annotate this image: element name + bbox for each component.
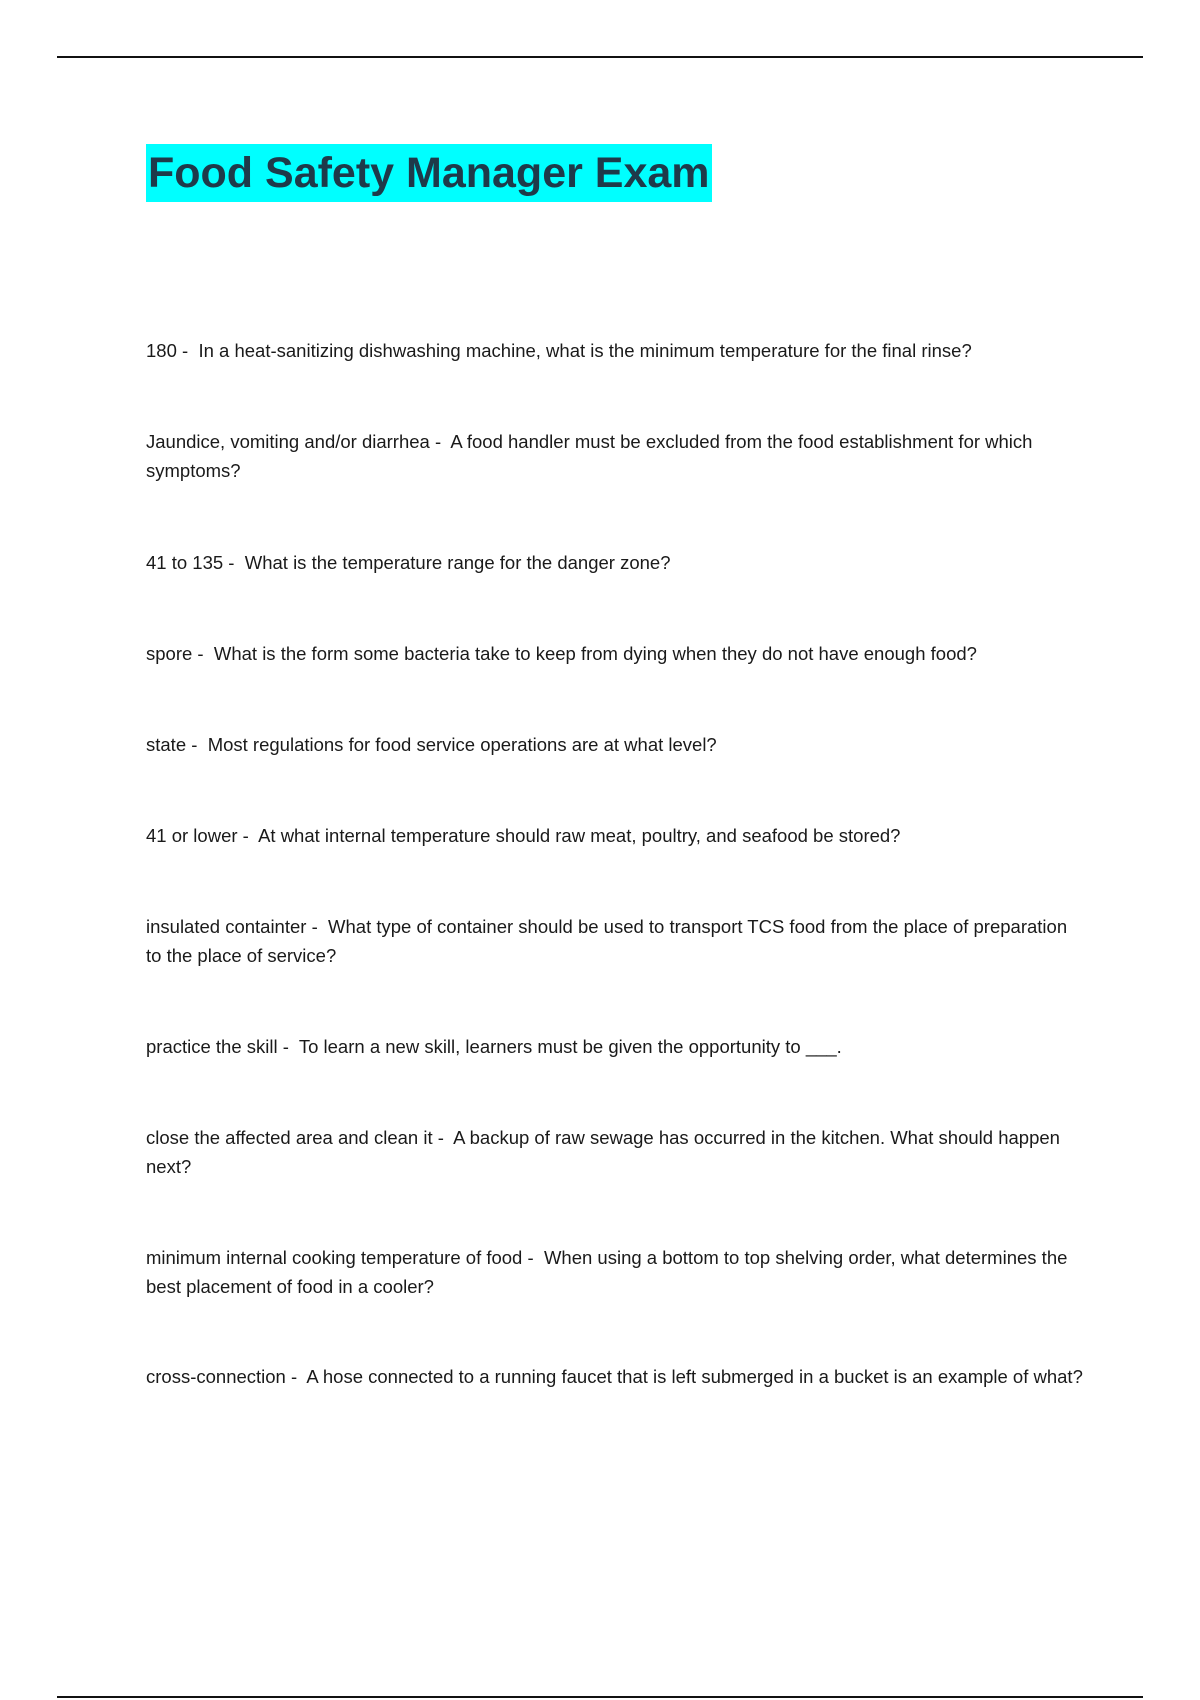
document-title: Food Safety Manager Exam bbox=[146, 144, 712, 202]
qa-answer: 180 - bbox=[146, 340, 198, 361]
qa-answer: spore - bbox=[146, 643, 214, 664]
qa-question: To learn a new skill, learners must be given the opportunity to ___. bbox=[298, 1036, 842, 1057]
qa-question: When using a bottom to top shelving order, what determines the best placement of food in a cooler? bbox=[146, 1247, 1068, 1297]
qa-question: A hose connected to a running faucet that is left submerged in a bucket is an example of what? bbox=[306, 1366, 1083, 1387]
qa-answer: cross-connection - bbox=[146, 1366, 306, 1387]
qa-answer: 41 or lower - bbox=[146, 825, 258, 846]
qa-answer: Jaundice, vomiting and/or diarrhea - bbox=[146, 431, 450, 452]
qa-question: Most regulations for food service operations are at what level? bbox=[207, 734, 717, 755]
qa-item bbox=[146, 1362, 1086, 1391]
qa-item bbox=[146, 1123, 1086, 1181]
qa-item bbox=[146, 1243, 1086, 1301]
qa-item bbox=[146, 1032, 1086, 1061]
qa-answer: minimum internal cooking temperature of food - bbox=[146, 1247, 544, 1268]
qa-item bbox=[146, 912, 1086, 970]
qa-answer: state - bbox=[146, 734, 208, 755]
title-block bbox=[146, 144, 712, 202]
qa-question: What is the temperature range for the danger zone? bbox=[244, 552, 671, 573]
qa-question: At what internal temperature should raw meat, poultry, and seafood be stored? bbox=[258, 825, 901, 846]
qa-item bbox=[146, 336, 1086, 365]
qa-question: A food handler must be excluded from the food establishment for which symptoms? bbox=[146, 431, 1033, 481]
qa-question: What is the form some bacteria take to keep from dying when they do not have enough food? bbox=[213, 643, 977, 664]
qa-answer: practice the skill - bbox=[146, 1036, 299, 1057]
qa-item bbox=[146, 427, 1086, 485]
qa-question: A backup of raw sewage has occurred in the kitchen. What should happen next? bbox=[146, 1127, 1060, 1177]
top-rule bbox=[57, 56, 1143, 58]
bottom-rule bbox=[57, 1696, 1143, 1698]
qa-answer: 41 to 135 - bbox=[146, 552, 245, 573]
qa-question: In a heat-sanitizing dishwashing machine, what is the minimum temperature for the final rinse? bbox=[198, 340, 972, 361]
qa-answer: insulated containter - bbox=[146, 916, 328, 937]
qa-item bbox=[146, 730, 1086, 759]
qa-answer: close the affected area and clean it - bbox=[146, 1127, 453, 1148]
qa-item bbox=[146, 821, 1086, 850]
qa-question: What type of container should be used to transport TCS food from the place of preparation to the place of service? bbox=[146, 916, 1068, 966]
qa-item bbox=[146, 639, 1086, 668]
qa-item bbox=[146, 548, 1086, 577]
